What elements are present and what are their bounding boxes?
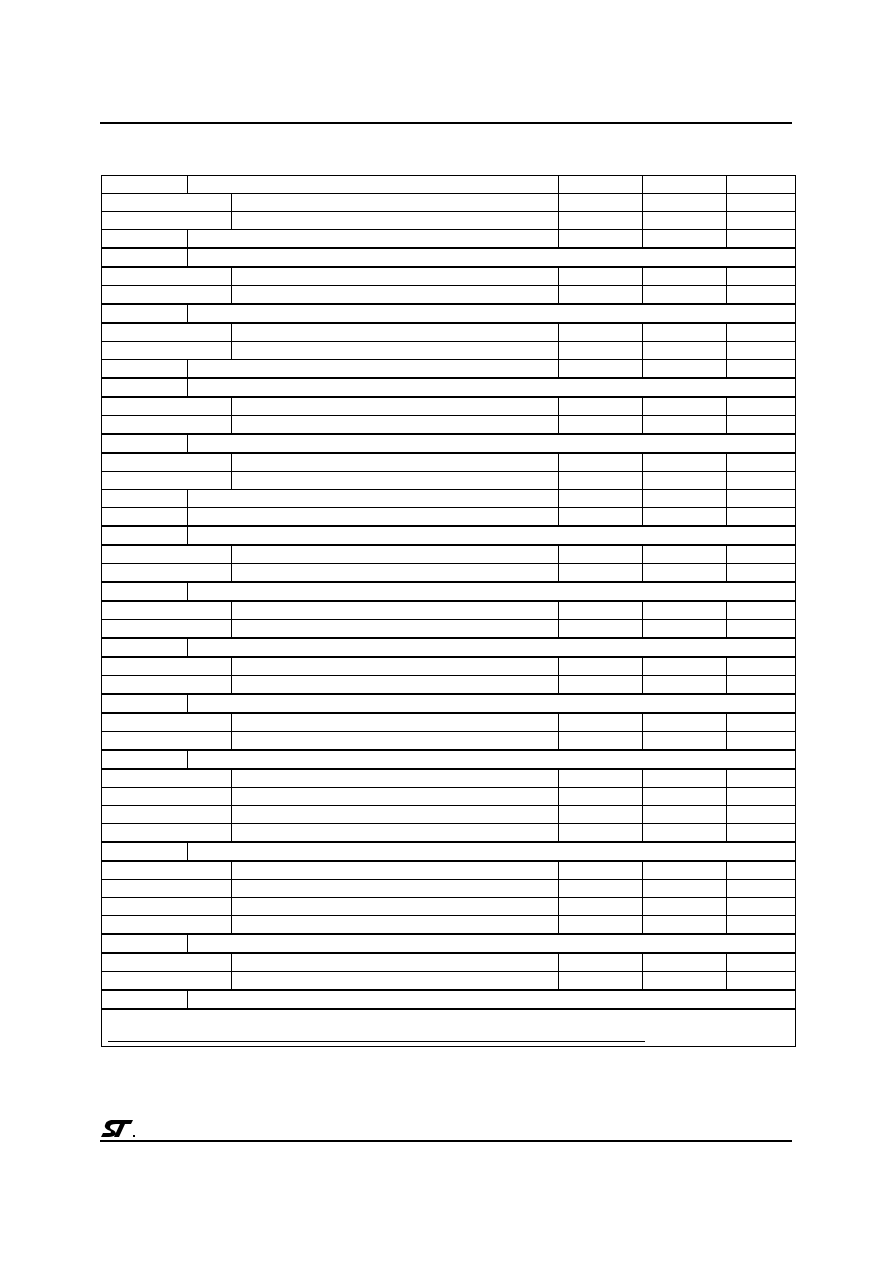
table-cell xyxy=(188,694,796,713)
table-cell xyxy=(643,397,727,416)
table-cell xyxy=(102,453,232,472)
table-cell xyxy=(559,788,643,806)
table-cell xyxy=(643,620,727,639)
table-row xyxy=(102,323,796,342)
table-row xyxy=(102,508,796,527)
table-cell xyxy=(559,732,643,751)
table-cell xyxy=(727,416,796,435)
table-cell xyxy=(559,508,643,527)
table-cell xyxy=(188,508,559,527)
table-cell xyxy=(727,916,796,935)
table-cell xyxy=(102,934,188,953)
table-cell xyxy=(232,286,559,305)
table-cell xyxy=(727,898,796,916)
table-cell xyxy=(727,620,796,639)
table-cell xyxy=(559,453,643,472)
table-row xyxy=(102,953,796,972)
table-cell xyxy=(643,861,727,880)
table-cell xyxy=(727,824,796,843)
table-cell xyxy=(232,564,559,583)
table-cell xyxy=(188,230,559,249)
table-cell xyxy=(232,620,559,639)
table-cell xyxy=(643,898,727,916)
table-cell xyxy=(102,304,188,323)
table-cell xyxy=(232,416,559,435)
table-cell xyxy=(727,545,796,564)
table-cell xyxy=(188,582,796,601)
table-cell xyxy=(643,176,727,194)
table-cell xyxy=(102,806,232,824)
table-cell xyxy=(727,953,796,972)
table-cell xyxy=(727,323,796,342)
st-logo-icon xyxy=(100,1118,136,1138)
table-cell xyxy=(559,861,643,880)
table-row xyxy=(102,972,796,991)
table-cell xyxy=(643,490,727,508)
table-cell xyxy=(643,323,727,342)
table-cell xyxy=(559,564,643,583)
table-cell xyxy=(727,713,796,732)
table-cell xyxy=(643,545,727,564)
table-cell xyxy=(102,582,188,601)
table-row xyxy=(102,990,796,1009)
table-row xyxy=(102,620,796,639)
table-cell xyxy=(727,788,796,806)
table-cell xyxy=(727,342,796,360)
table-cell xyxy=(232,212,559,230)
table-row xyxy=(102,657,796,676)
table-row xyxy=(102,490,796,508)
table-cell xyxy=(188,490,559,508)
table-cell xyxy=(643,972,727,991)
table-row xyxy=(102,842,796,861)
table-cell xyxy=(232,713,559,732)
table-cell xyxy=(102,378,188,397)
table-row xyxy=(102,286,796,305)
table-row xyxy=(102,769,796,788)
table-row xyxy=(102,750,796,769)
table-cell xyxy=(102,694,188,713)
table-cell xyxy=(727,880,796,898)
table-cell xyxy=(727,194,796,212)
table-cell xyxy=(102,916,232,935)
table-cell xyxy=(102,732,232,751)
table-cell xyxy=(102,434,188,453)
table-cell xyxy=(102,545,232,564)
table-row xyxy=(102,898,796,916)
table-cell xyxy=(232,769,559,788)
table-cell xyxy=(102,286,232,305)
table-cell xyxy=(727,508,796,527)
table-cell xyxy=(188,304,796,323)
table-cell xyxy=(643,824,727,843)
table-cell xyxy=(102,526,188,545)
table-cell xyxy=(102,248,188,267)
table-cell xyxy=(232,601,559,620)
table-row xyxy=(102,194,796,212)
table-cell xyxy=(559,342,643,360)
table-cell xyxy=(559,397,643,416)
table-cell xyxy=(643,601,727,620)
table-cell xyxy=(188,750,796,769)
table-cell xyxy=(559,416,643,435)
table-row xyxy=(102,342,796,360)
table-cell xyxy=(102,230,188,249)
table-row xyxy=(102,416,796,435)
table-row xyxy=(102,378,796,397)
table-row xyxy=(102,824,796,843)
table-cell xyxy=(232,880,559,898)
table-cell xyxy=(643,916,727,935)
table-row xyxy=(102,434,796,453)
table-cell xyxy=(643,194,727,212)
table-cell xyxy=(232,323,559,342)
table-cell xyxy=(232,732,559,751)
table-cell xyxy=(102,750,188,769)
table-cell xyxy=(727,176,796,194)
table-cell xyxy=(643,453,727,472)
table-cell xyxy=(232,397,559,416)
register-table xyxy=(101,175,796,1047)
table-cell xyxy=(102,769,232,788)
table-cell xyxy=(559,176,643,194)
table-row xyxy=(102,916,796,935)
table-row xyxy=(102,267,796,286)
table-cell xyxy=(643,564,727,583)
table-cell xyxy=(559,212,643,230)
table-cell xyxy=(188,434,796,453)
table-cell xyxy=(643,788,727,806)
table-cell xyxy=(559,713,643,732)
table-cell xyxy=(727,212,796,230)
table-row xyxy=(102,638,796,657)
table-row xyxy=(102,880,796,898)
table-cell xyxy=(102,212,232,230)
table-cell xyxy=(188,934,796,953)
table-row xyxy=(102,713,796,732)
table-cell xyxy=(559,657,643,676)
table-cell xyxy=(727,453,796,472)
table-cell xyxy=(727,732,796,751)
table-cell xyxy=(232,545,559,564)
table-cell xyxy=(727,286,796,305)
table-cell xyxy=(727,490,796,508)
table-row xyxy=(102,212,796,230)
table-cell xyxy=(559,267,643,286)
table-cell xyxy=(102,416,232,435)
table-row xyxy=(102,230,796,249)
table-cell xyxy=(559,972,643,991)
table-cell xyxy=(188,990,796,1009)
header-rule xyxy=(100,122,792,124)
table-row xyxy=(102,861,796,880)
table-cell xyxy=(727,397,796,416)
table-cell xyxy=(559,824,643,843)
table-cell xyxy=(232,453,559,472)
footer-rule xyxy=(100,1140,792,1142)
table-cell xyxy=(102,953,232,972)
table-cell xyxy=(188,638,796,657)
table-cell xyxy=(559,360,643,379)
table-cell xyxy=(232,861,559,880)
table-cell xyxy=(102,397,232,416)
table-cell xyxy=(232,953,559,972)
table-cell xyxy=(102,676,232,695)
table-row xyxy=(102,360,796,379)
table-cell xyxy=(102,323,232,342)
table-cell xyxy=(643,342,727,360)
table-cell xyxy=(559,620,643,639)
table-cell xyxy=(559,806,643,824)
table-cell xyxy=(727,657,796,676)
table-row xyxy=(102,248,796,267)
table-cell xyxy=(102,638,188,657)
table-cell xyxy=(102,990,188,1009)
notes-underline xyxy=(108,1041,645,1042)
table-cell xyxy=(643,880,727,898)
table-cell xyxy=(643,416,727,435)
table-cell xyxy=(559,545,643,564)
table-cell xyxy=(559,323,643,342)
table-row xyxy=(102,732,796,751)
table-cell xyxy=(727,676,796,695)
table-row xyxy=(102,694,796,713)
table-cell xyxy=(232,972,559,991)
table-cell xyxy=(232,806,559,824)
table-cell xyxy=(559,916,643,935)
table-row xyxy=(102,806,796,824)
table-cell xyxy=(102,194,232,212)
table-cell xyxy=(727,861,796,880)
table-cell xyxy=(232,657,559,676)
table-cell xyxy=(102,880,232,898)
table-cell xyxy=(643,472,727,490)
table-cell xyxy=(559,230,643,249)
table-cell xyxy=(188,248,796,267)
table-cell xyxy=(727,360,796,379)
table-row xyxy=(102,676,796,695)
table-row xyxy=(102,397,796,416)
table-cell xyxy=(102,972,232,991)
table-cell xyxy=(643,508,727,527)
table-row xyxy=(102,788,796,806)
table-cell xyxy=(559,490,643,508)
table-cell xyxy=(188,360,559,379)
table-cell xyxy=(727,472,796,490)
table-cell xyxy=(102,490,188,508)
table-cell xyxy=(102,620,232,639)
table-cell xyxy=(102,267,232,286)
table-cell xyxy=(232,676,559,695)
table-cell xyxy=(102,601,232,620)
table-cell xyxy=(643,732,727,751)
table-cell xyxy=(727,267,796,286)
table-cell xyxy=(102,824,232,843)
table-row xyxy=(102,453,796,472)
table-cell xyxy=(559,601,643,620)
table-cell xyxy=(232,267,559,286)
table-cell xyxy=(559,286,643,305)
table-cell xyxy=(559,194,643,212)
notes-row xyxy=(102,1009,796,1047)
table-cell xyxy=(643,267,727,286)
table-cell xyxy=(102,360,188,379)
table-row xyxy=(102,564,796,583)
table-cell xyxy=(102,657,232,676)
table-cell xyxy=(727,769,796,788)
table-cell xyxy=(188,176,559,194)
table-cell xyxy=(102,861,232,880)
table-cell xyxy=(559,769,643,788)
table-cell xyxy=(232,916,559,935)
table-cell xyxy=(643,713,727,732)
table-cell xyxy=(102,713,232,732)
table-row xyxy=(102,526,796,545)
table-cell xyxy=(559,953,643,972)
table-cell xyxy=(727,806,796,824)
table-cell xyxy=(232,788,559,806)
table-cell xyxy=(102,342,232,360)
table-cell xyxy=(102,788,232,806)
table-cell xyxy=(232,898,559,916)
table-cell xyxy=(643,360,727,379)
table-cell xyxy=(559,676,643,695)
table-cell xyxy=(643,286,727,305)
table-cell xyxy=(232,824,559,843)
table-row xyxy=(102,472,796,490)
table-cell xyxy=(559,880,643,898)
table-cell xyxy=(188,842,796,861)
table-cell xyxy=(559,472,643,490)
table-row xyxy=(102,304,796,323)
table-cell xyxy=(727,972,796,991)
table-cell xyxy=(643,676,727,695)
table-cell xyxy=(188,526,796,545)
table-cell xyxy=(643,212,727,230)
table-cell xyxy=(643,769,727,788)
table-cell xyxy=(232,194,559,212)
table-row xyxy=(102,601,796,620)
table-cell xyxy=(188,378,796,397)
table-row xyxy=(102,934,796,953)
table-cell xyxy=(643,657,727,676)
table-row xyxy=(102,176,796,194)
table-cell xyxy=(559,898,643,916)
table-cell xyxy=(102,472,232,490)
table-cell xyxy=(102,564,232,583)
table-row xyxy=(102,545,796,564)
table-cell xyxy=(727,601,796,620)
table-cell xyxy=(727,564,796,583)
table-cell xyxy=(643,230,727,249)
table-cell xyxy=(102,176,188,194)
table-cell xyxy=(102,898,232,916)
table-cell xyxy=(232,342,559,360)
table-cell xyxy=(643,806,727,824)
table-notes xyxy=(102,1009,796,1047)
table-cell xyxy=(232,472,559,490)
table-row xyxy=(102,582,796,601)
table-cell xyxy=(102,842,188,861)
table-cell xyxy=(643,953,727,972)
table-cell xyxy=(102,508,188,527)
table-cell xyxy=(727,230,796,249)
